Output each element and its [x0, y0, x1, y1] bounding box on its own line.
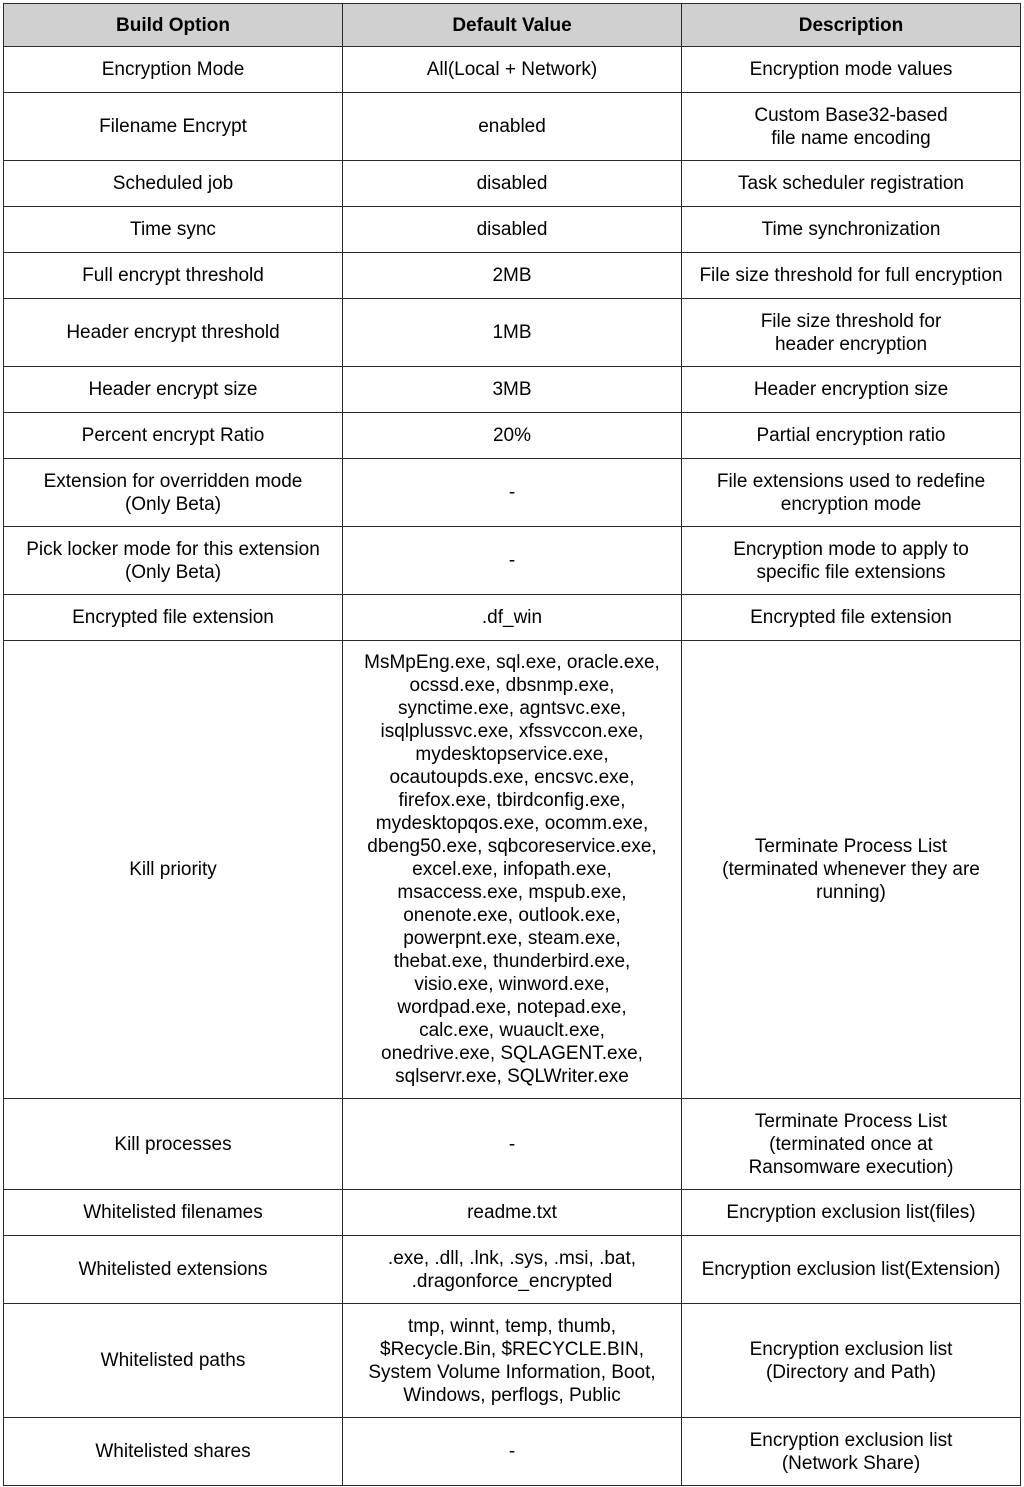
default-value-cell: 1MB — [343, 299, 682, 367]
table-row — [4, 595, 1021, 641]
default-value-cell: 20% — [343, 413, 682, 459]
option-cell: Encryption Mode — [4, 47, 343, 93]
option-cell: Kill priority — [4, 641, 343, 1099]
option-cell: Whitelisted shares — [4, 1418, 343, 1486]
header-description: Description — [682, 4, 1021, 47]
description-cell: Terminate Process List (terminated once at Ransomware execution) — [682, 1099, 1021, 1190]
description-cell: Encryption exclusion list (Directory and Path) — [682, 1304, 1021, 1418]
description-cell: Encrypted file extension — [682, 595, 1021, 641]
default-value-cell: .exe, .dll, .lnk, .sys, .msi, .bat, .dragonforce_encrypted — [343, 1236, 682, 1304]
option-cell: Filename Encrypt — [4, 93, 343, 161]
description-cell: File size threshold for header encryption — [682, 299, 1021, 367]
build-options-table — [3, 3, 1021, 1486]
default-value-cell: 2MB — [343, 253, 682, 299]
default-value-cell: tmp, winnt, temp, thumb, $Recycle.Bin, $RECYCLE.BIN, System Volume Information, Boot, Windows, perflogs, Public — [343, 1304, 682, 1418]
default-value-cell: All(Local + Network) — [343, 47, 682, 93]
default-value-cell: enabled — [343, 93, 682, 161]
option-cell: Header encrypt size — [4, 367, 343, 413]
option-cell: Percent encrypt Ratio — [4, 413, 343, 459]
description-cell: Encryption mode to apply to specific file extensions — [682, 527, 1021, 595]
table-row — [4, 641, 1021, 1099]
default-value-cell: disabled — [343, 207, 682, 253]
default-value-cell: MsMpEng.exe, sql.exe, oracle.exe, ocssd.exe, dbsnmp.exe, synctime.exe, agntsvc.exe, isqlplussvc.exe, xfssvccon.exe, mydesktopservice.exe, ocautoupds.exe, encsvc.exe, firefox.exe, tbirdconfig.exe, mydesktopqos.exe, ocomm.exe, dbeng50.exe, sqbcoreservice.exe, excel.exe, infopath.exe, msaccess.exe, mspub.exe, onenote.exe, outlook.exe, powerpnt.exe, steam.exe, thebat.exe, thunderbird.exe, visio.exe, winword.exe, wordpad.exe, notepad.exe, calc.exe, wuauclt.exe, onedrive.exe, SQLAGENT.exe, sqlservr.exe, SQLWriter.exe — [343, 641, 682, 1099]
default-value-cell: - — [343, 1099, 682, 1190]
option-cell: Time sync — [4, 207, 343, 253]
table-row — [4, 1099, 1021, 1190]
table-row — [4, 93, 1021, 161]
table-row — [4, 459, 1021, 527]
default-value-cell: - — [343, 1418, 682, 1486]
description-cell: Encryption exclusion list (Network Share) — [682, 1418, 1021, 1486]
description-cell: Encryption mode values — [682, 47, 1021, 93]
option-cell: Kill processes — [4, 1099, 343, 1190]
table-row — [4, 527, 1021, 595]
table-row — [4, 299, 1021, 367]
description-cell: Header encryption size — [682, 367, 1021, 413]
table-header-row — [4, 4, 1021, 47]
option-cell: Encrypted file extension — [4, 595, 343, 641]
option-cell: Full encrypt threshold — [4, 253, 343, 299]
table-row — [4, 1304, 1021, 1418]
option-cell: Header encrypt threshold — [4, 299, 343, 367]
option-cell: Pick locker mode for this extension (Only Beta) — [4, 527, 343, 595]
default-value-cell: disabled — [343, 161, 682, 207]
option-cell: Whitelisted paths — [4, 1304, 343, 1418]
description-cell: Partial encryption ratio — [682, 413, 1021, 459]
table-row — [4, 367, 1021, 413]
option-cell: Whitelisted extensions — [4, 1236, 343, 1304]
table-row — [4, 1190, 1021, 1236]
default-value-cell: readme.txt — [343, 1190, 682, 1236]
description-cell: File size threshold for full encryption — [682, 253, 1021, 299]
description-cell: Time synchronization — [682, 207, 1021, 253]
table-row — [4, 207, 1021, 253]
default-value-cell: .df_win — [343, 595, 682, 641]
table-row — [4, 253, 1021, 299]
default-value-cell: 3MB — [343, 367, 682, 413]
table-row — [4, 1236, 1021, 1304]
option-cell: Scheduled job — [4, 161, 343, 207]
header-default-value: Default Value — [343, 4, 682, 47]
description-cell: Custom Base32-based file name encoding — [682, 93, 1021, 161]
description-cell: Task scheduler registration — [682, 161, 1021, 207]
table-row — [4, 161, 1021, 207]
option-cell: Whitelisted filenames — [4, 1190, 343, 1236]
header-build-option: Build Option — [4, 4, 343, 47]
default-value-cell: - — [343, 459, 682, 527]
description-cell: Terminate Process List (terminated whenever they are running) — [682, 641, 1021, 1099]
table-row — [4, 413, 1021, 459]
description-cell: Encryption exclusion list(Extension) — [682, 1236, 1021, 1304]
default-value-cell: - — [343, 527, 682, 595]
description-cell: File extensions used to redefine encryption mode — [682, 459, 1021, 527]
description-cell: Encryption exclusion list(files) — [682, 1190, 1021, 1236]
table-row — [4, 1418, 1021, 1486]
table-row — [4, 47, 1021, 93]
option-cell: Extension for overridden mode (Only Beta) — [4, 459, 343, 527]
